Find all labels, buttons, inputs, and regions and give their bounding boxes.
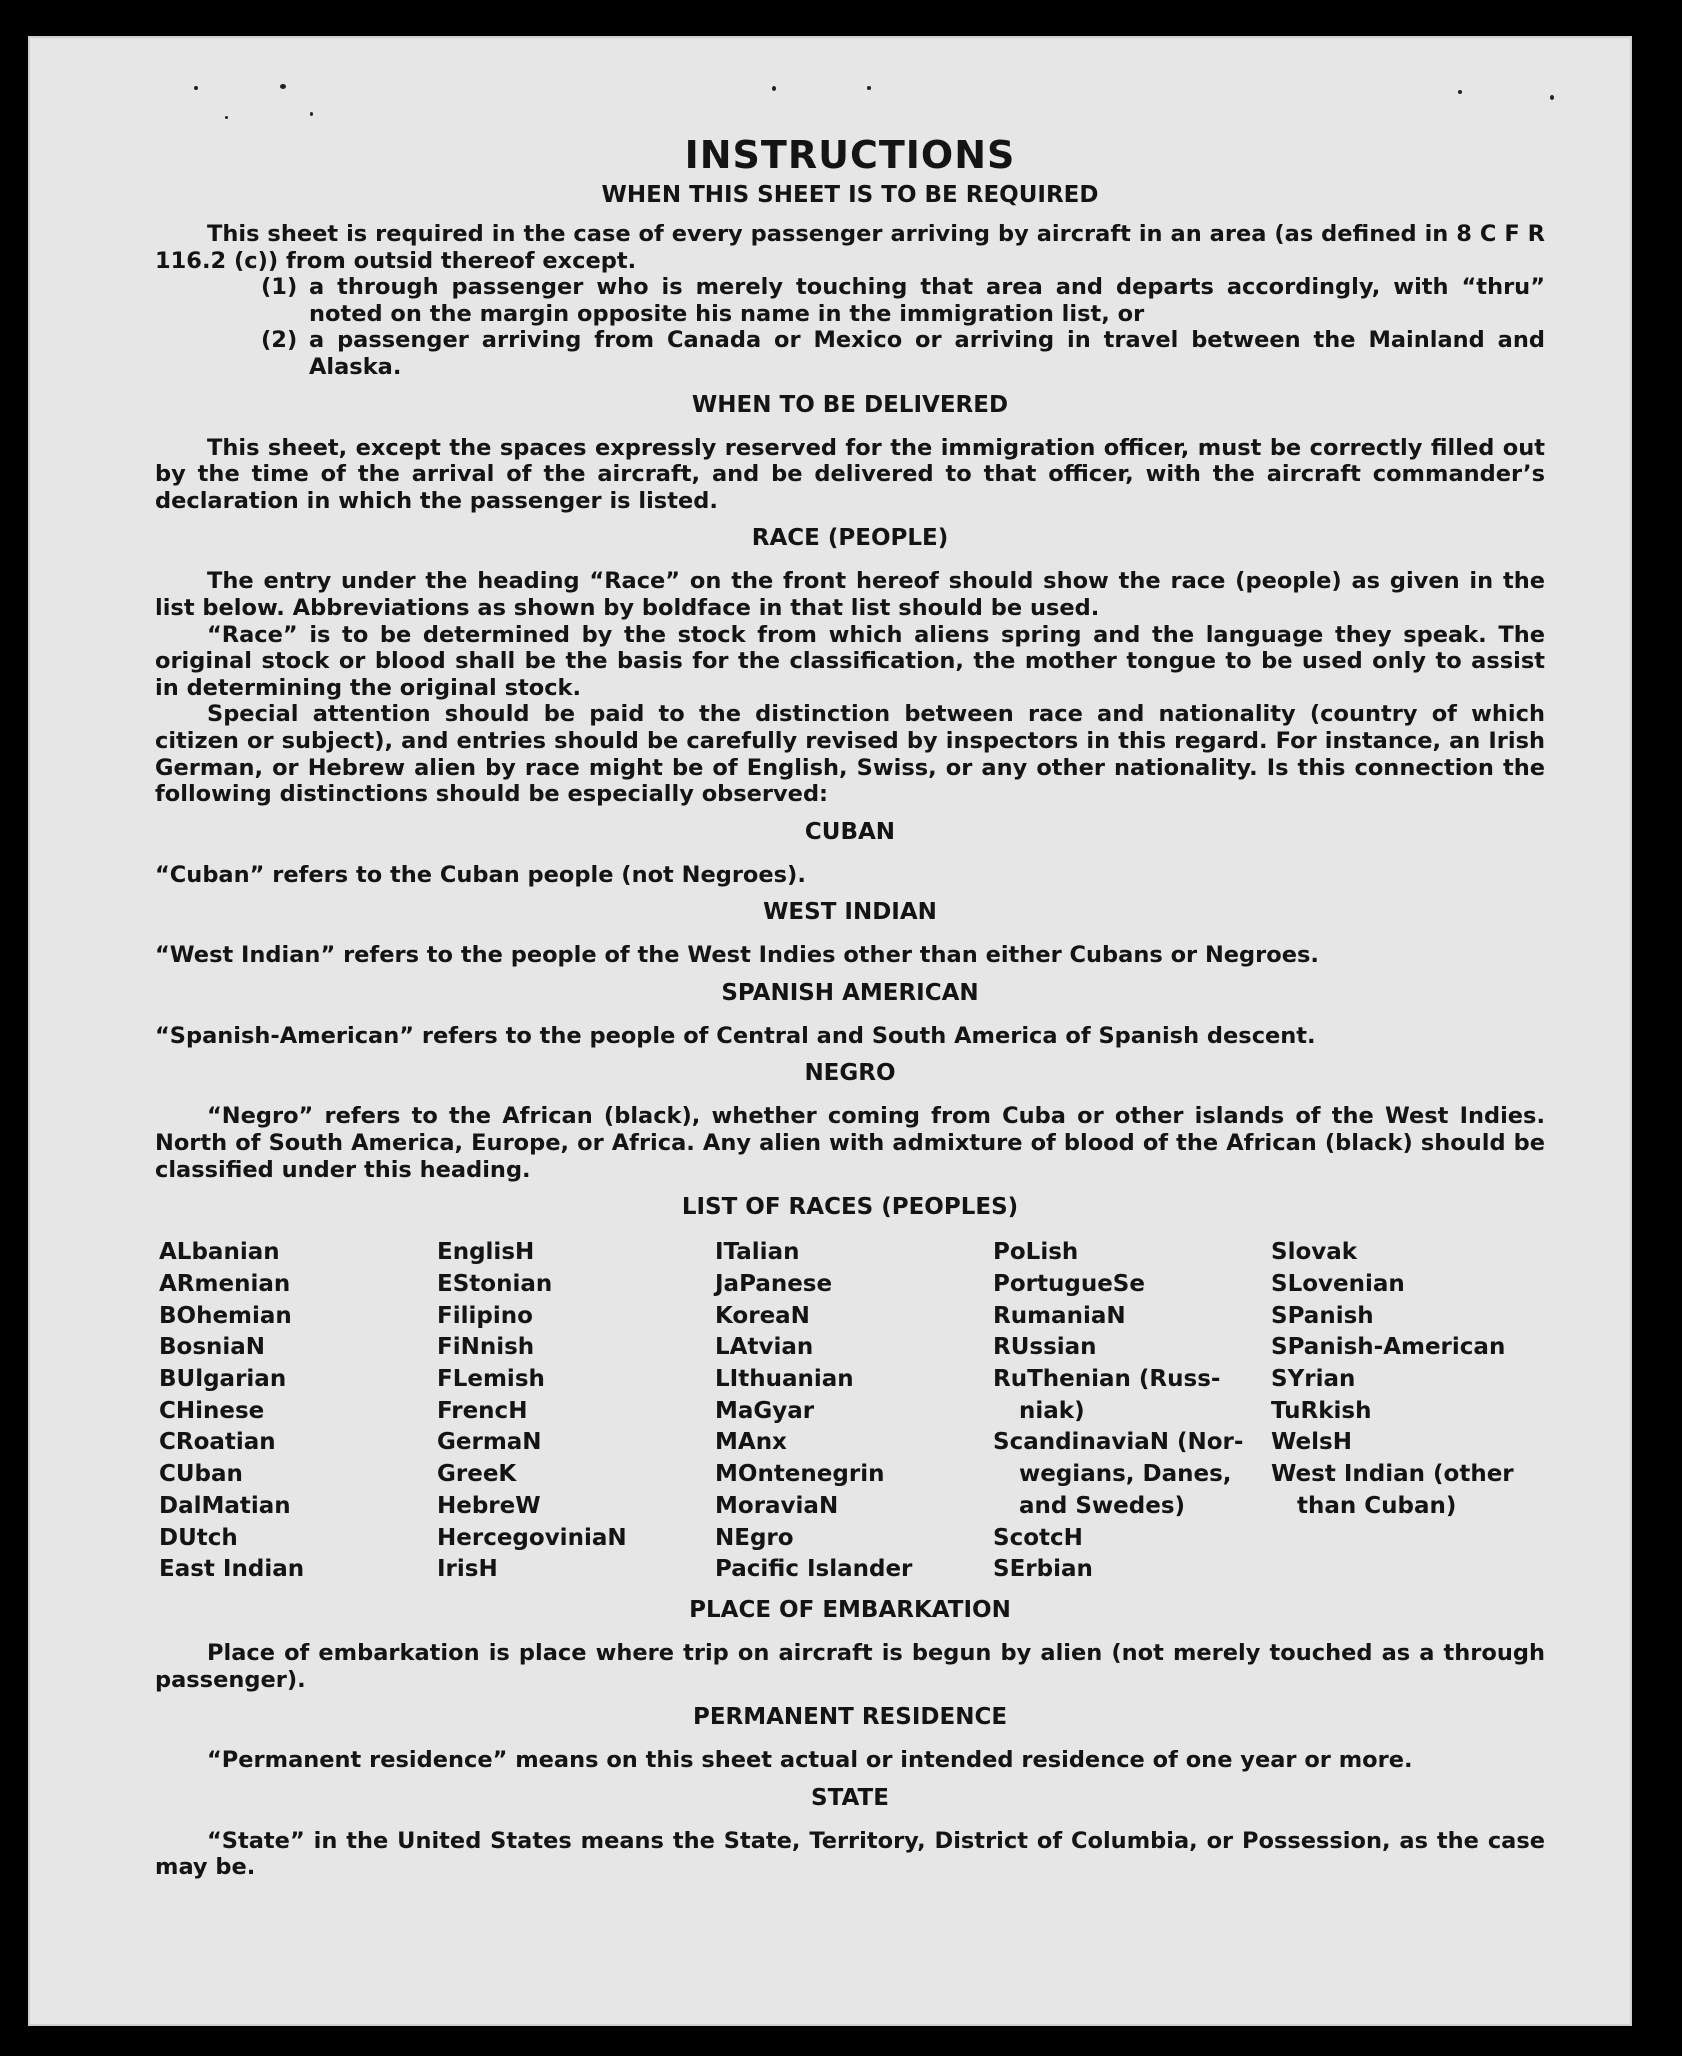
race-item: KoreaN bbox=[715, 1302, 810, 1329]
scan-speck bbox=[1458, 90, 1462, 94]
race-item: MAnx bbox=[715, 1429, 787, 1456]
cuban-text: “Cuban” refers to the Cuban people (not Negroes). bbox=[155, 861, 806, 888]
race-item: LAtvian bbox=[715, 1334, 814, 1361]
exception-number: (1) bbox=[261, 274, 298, 301]
instructions-content bbox=[155, 133, 1545, 1881]
negro-text: “Negro” refers to the African (black), whether coming from Cuba or other islands of the West Indies. North of South America, Europe, or Africa. Any alien with admixture of blood of the African (black) should be classified under this heading. bbox=[155, 1103, 1545, 1183]
when-delivered-text: This sheet, except the spaces expressly reserved for the immigration officer, must be correctly filled out by the time of the arrival of the aircraft, and be delivered to that officer, with the aircraft commander’s declaration in which the passenger is listed. bbox=[155, 434, 1545, 514]
state-text: “State” in the United States means the State, Territory, District of Columbia, or Possession, as the case may be. bbox=[155, 1827, 1545, 1881]
race-item: RuThenian (Russ- bbox=[993, 1366, 1221, 1393]
race-item: East Indian bbox=[159, 1556, 305, 1583]
exception-item bbox=[155, 327, 1545, 380]
races-column bbox=[433, 1237, 711, 1586]
races-column bbox=[989, 1237, 1267, 1586]
race-item: CUban bbox=[159, 1461, 243, 1488]
race-item: NEgro bbox=[715, 1524, 794, 1551]
exception-text: a passenger arriving from Canada or Mexico or arriving in travel between the Mainland and Alaska. bbox=[309, 327, 1545, 380]
race-item: SPanish bbox=[1271, 1302, 1374, 1329]
races-column bbox=[711, 1237, 989, 1586]
scan-speck bbox=[194, 86, 198, 90]
residence-text: “Permanent residence” means on this sheet actual or intended residence of one year or more. bbox=[207, 1747, 1413, 1774]
when-required-intro: This sheet is required in the case of every passenger arriving by aircraft in an area (as defined in 8 C F R 116.2 (c)) from outsid thereof except. bbox=[155, 221, 1545, 274]
race-item: ARmenian bbox=[159, 1270, 291, 1297]
list-of-races-heading: LIST OF RACES (PEOPLES) bbox=[681, 1194, 1019, 1221]
race-item: FLemish bbox=[437, 1366, 545, 1393]
embarkation-text: Place of embarkation is place where trip on aircraft is begun by alien (not merely touched as a through passenger). bbox=[155, 1639, 1545, 1693]
race-item: MaGyar bbox=[715, 1397, 815, 1424]
race-item-continuation: and Swedes) bbox=[1019, 1492, 1186, 1519]
race-item: CRoatian bbox=[159, 1429, 276, 1456]
scan-speck bbox=[310, 112, 313, 116]
west-indian-text: “West Indian” refers to the people of the West Indies other than either Cubans or Negroes. bbox=[155, 942, 1319, 969]
document-sheet bbox=[28, 36, 1632, 2026]
race-item: MOntenegrin bbox=[715, 1461, 885, 1488]
race-item: BOhemian bbox=[159, 1302, 292, 1329]
races-column bbox=[155, 1237, 433, 1586]
race-item: HercegoviniaN bbox=[437, 1524, 627, 1551]
race-item: JaPanese bbox=[715, 1270, 833, 1297]
race-item: WelsH bbox=[1271, 1429, 1352, 1456]
when-delivered-heading: WHEN TO BE DELIVERED bbox=[691, 391, 1009, 418]
scan-speck bbox=[867, 86, 871, 90]
race-heading: RACE (PEOPLE) bbox=[751, 525, 949, 552]
race-item: BosniaN bbox=[159, 1334, 266, 1361]
race-item: GermaN bbox=[437, 1429, 542, 1456]
scan-speck bbox=[1550, 95, 1554, 100]
race-item-continuation: niak) bbox=[1019, 1397, 1085, 1424]
race-item-continuation: than Cuban) bbox=[1297, 1492, 1457, 1519]
race-paragraph-1: The entry under the heading “Race” on the front hereof should show the race (people) as given in the list below. Abbreviations as shown by boldface in that list should be used. bbox=[155, 568, 1545, 621]
embarkation-heading: PLACE OF EMBARKATION bbox=[689, 1596, 1011, 1623]
race-item: DalMatian bbox=[159, 1492, 291, 1519]
races-column bbox=[1267, 1237, 1545, 1586]
race-item-continuation: wegians, Danes, bbox=[1019, 1461, 1232, 1488]
race-item: CHinese bbox=[159, 1397, 265, 1424]
race-item: DUtch bbox=[159, 1524, 238, 1551]
race-item: IrisH bbox=[437, 1556, 498, 1583]
race-item: FiNnish bbox=[437, 1334, 535, 1361]
when-required-heading: WHEN THIS SHEET IS TO BE REQUIRED bbox=[601, 182, 1099, 208]
west-indian-heading: WEST INDIAN bbox=[763, 899, 937, 926]
race-item: SYrian bbox=[1271, 1366, 1356, 1393]
race-item: BUlgarian bbox=[159, 1366, 287, 1393]
race-item: SLovenian bbox=[1271, 1270, 1405, 1297]
race-paragraph-2: “Race” is to be determined by the stock from which aliens spring and the language they speak. The original stock or blood shall be the basis for the classification, the mother tongue to be used only to assist in determining the original stock. bbox=[155, 621, 1545, 701]
exception-number: (2) bbox=[261, 327, 298, 354]
race-item: FrencH bbox=[437, 1397, 528, 1424]
scan-speck bbox=[772, 86, 776, 91]
race-item: West Indian (other bbox=[1271, 1461, 1514, 1488]
race-item: PoLish bbox=[993, 1239, 1079, 1266]
page-title: INSTRUCTIONS bbox=[684, 133, 1016, 177]
cuban-heading: CUBAN bbox=[804, 818, 896, 845]
race-item: EStonian bbox=[437, 1270, 553, 1297]
race-item: RUssian bbox=[993, 1334, 1097, 1361]
race-item: SErbian bbox=[993, 1556, 1093, 1583]
race-item: Slovak bbox=[1271, 1239, 1358, 1266]
race-item: EnglisH bbox=[437, 1239, 535, 1266]
spanish-american-heading: SPANISH AMERICAN bbox=[721, 979, 979, 1006]
scan-speck bbox=[225, 116, 228, 119]
negro-heading: NEGRO bbox=[804, 1060, 896, 1087]
race-item: ALbanian bbox=[159, 1239, 280, 1266]
races-list bbox=[155, 1237, 1545, 1586]
race-item: GreeK bbox=[437, 1461, 517, 1488]
exception-text: a through passenger who is merely touching that area and departs accordingly, with “thru” noted on the margin opposite his name in the immigration list, or bbox=[309, 274, 1545, 327]
race-item: SPanish-American bbox=[1271, 1334, 1506, 1361]
race-item: HebreW bbox=[437, 1492, 541, 1519]
race-item: Pacific Islander bbox=[715, 1556, 913, 1583]
scan-speck bbox=[280, 84, 286, 89]
race-item: Filipino bbox=[437, 1302, 533, 1329]
race-item: LIthuanian bbox=[715, 1366, 854, 1393]
race-item: ScotcH bbox=[993, 1524, 1083, 1551]
spanish-american-text: “Spanish-American” refers to the people of Central and South America of Spanish descent. bbox=[155, 1022, 1316, 1049]
race-item: RumaniaN bbox=[993, 1302, 1126, 1329]
exception-item bbox=[155, 274, 1545, 327]
state-heading: STATE bbox=[811, 1784, 889, 1811]
race-item: TuRkish bbox=[1271, 1397, 1372, 1424]
race-item: ScandinaviaN (Nor- bbox=[993, 1429, 1244, 1456]
race-item: MoraviaN bbox=[715, 1492, 839, 1519]
race-item: PortugueSe bbox=[993, 1270, 1145, 1297]
race-paragraph-3: Special attention should be paid to the distinction between race and nationality (country of which citizen or subject), and entries should be carefully revised by inspectors in this regard. For instance, an Irish German, or Hebrew alien by race might be of English, Swiss, or any other nationality. Is this connection the following distinctions should be especially observed: bbox=[155, 701, 1545, 808]
race-item: ITalian bbox=[715, 1239, 800, 1266]
residence-heading: PERMANENT RESIDENCE bbox=[692, 1704, 1008, 1731]
